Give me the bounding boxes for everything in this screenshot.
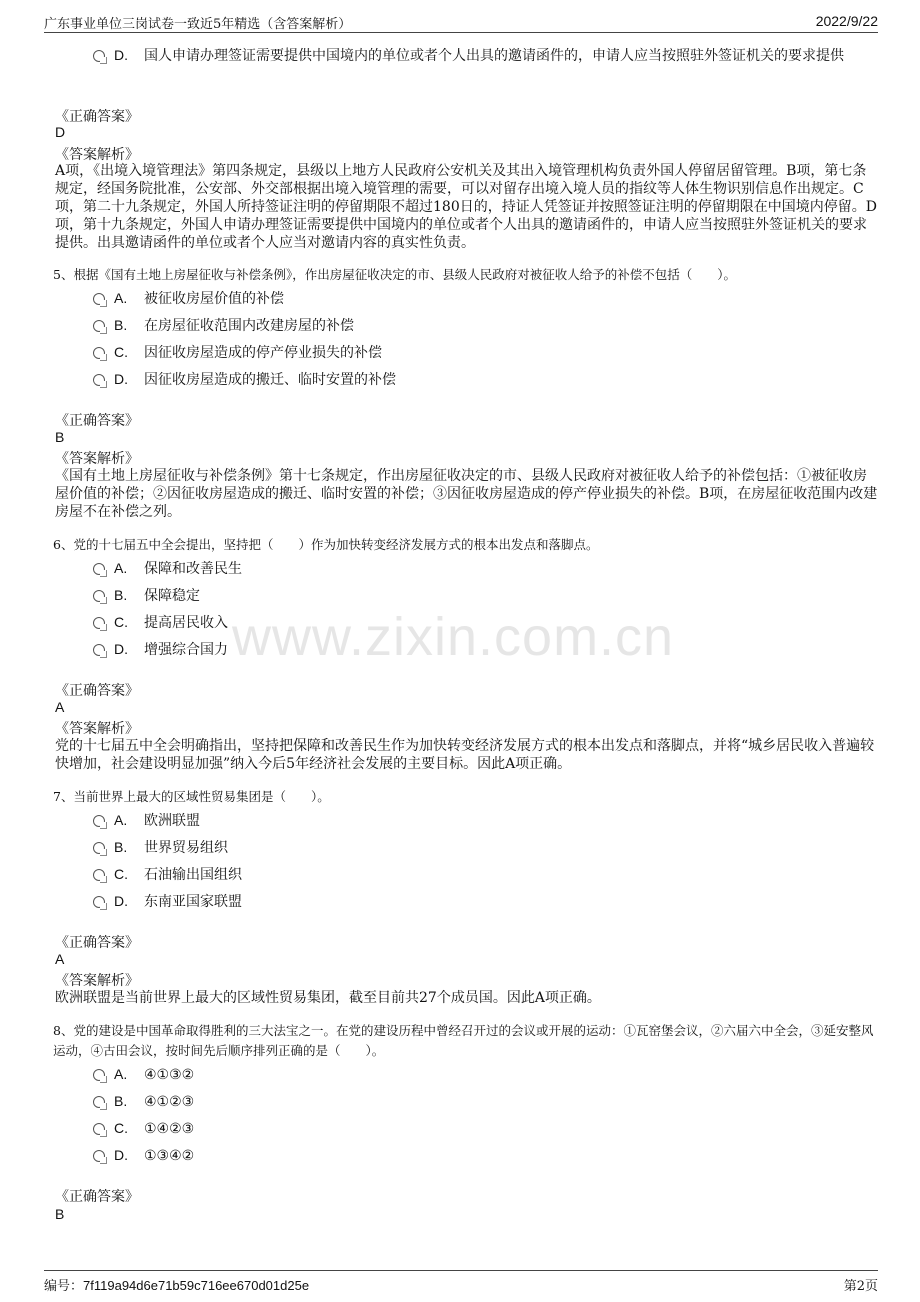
document-date: 2022/9/22 [815, 13, 878, 29]
radio-icon[interactable] [93, 1150, 105, 1162]
q4-answer-label: 《正确答案》 [55, 109, 139, 125]
q5-explanation: 《国有土地上房屋征收与补偿条例》第十七条规定，作出房屋征收决定的市、县级人民政府对被征收人给予的补偿包括：①被征收房屋价值的补偿；②因征收房屋造成的搬迁、临时安置的补偿；③因征收房屋造成的停产停业损失的补偿。B项，在房屋征收范围内改建房屋不在补偿之列。 [55, 468, 878, 520]
radio-icon[interactable] [93, 644, 105, 656]
q8-answer: B [55, 1206, 65, 1222]
radio-icon[interactable] [93, 374, 105, 386]
page-header [44, 10, 878, 33]
radio-icon[interactable] [93, 896, 105, 908]
q6-answer-label: 《正确答案》 [55, 683, 139, 699]
watermark: www.zixin.com.cn [232, 607, 675, 667]
q6-option-d[interactable]: D. 增强综合国力 [93, 639, 228, 659]
q7-option-c[interactable]: C. 石油输出国组织 [93, 864, 242, 884]
q6-option-a[interactable]: A. 保障和改善民生 [93, 558, 242, 578]
radio-icon[interactable] [93, 590, 105, 602]
q5-question: 5、根据《国有土地上房屋征收与补偿条例》，作出房屋征收决定的市、县级人民政府对被征收人给予的补偿不包括（ ）。 [53, 267, 736, 282]
radio-icon[interactable] [93, 320, 105, 332]
document-code: 编号：7f119a94d6e71b59c716ee670d01d25e [44, 1278, 310, 1294]
radio-icon[interactable] [93, 1069, 105, 1081]
radio-icon[interactable] [93, 842, 105, 854]
radio-icon[interactable] [93, 293, 105, 305]
radio-icon[interactable] [93, 1096, 105, 1108]
q4-explain-label: 《答案解析》 [55, 147, 139, 163]
q6-explain-label: 《答案解析》 [55, 721, 139, 737]
q6-answer: A [55, 699, 65, 715]
q6-question: 6、党的十七届五中全会提出，坚持把（ ）作为加快转变经济发展方式的根本出发点和落脚点。 [53, 537, 599, 552]
q7-answer-label: 《正确答案》 [55, 935, 139, 951]
radio-icon[interactable] [93, 815, 105, 827]
radio-icon[interactable] [93, 1123, 105, 1135]
q5-option-a[interactable]: A. 被征收房屋价值的补偿 [93, 288, 284, 308]
q8-option-b[interactable]: B. ④①②③ [93, 1091, 194, 1111]
q5-answer: B [55, 429, 65, 445]
q5-option-b[interactable]: B. 在房屋征收范围内改建房屋的补偿 [93, 315, 354, 335]
q8-option-d[interactable]: D. ①③④② [93, 1145, 194, 1165]
q6-option-c[interactable]: C. 提高居民收入 [93, 612, 228, 632]
page-footer [44, 1270, 878, 1297]
q6-explanation: 党的十七届五中全会明确指出，坚持把保障和改善民生作为加快转变经济发展方式的根本出发点和落脚点，并将“城乡居民收入普遍较快增加，社会建设明显加强”纳入今后5年经济社会发展的主要目标。因此A项正确。 [55, 738, 875, 772]
q4-option-d[interactable]: D. 国人申请办理签证需要提供中国境内的单位或者个人出具的邀请函件的，申请人应当按照驻外签证机关的要求提供 [93, 45, 873, 66]
q8-answer-label: 《正确答案》 [55, 1189, 139, 1205]
q6-option-b[interactable]: B. 保障稳定 [93, 585, 200, 605]
q8-option-c[interactable]: C. ①④②③ [93, 1118, 194, 1138]
q4-explanation: A项，《出境入境管理法》第四条规定，县级以上地方人民政府公安机关及其出入境管理机构负责外国人停留居留管理。B项，第七条规定，经国务院批准，公安部、外交部根据出境入境管理的需要，可以对留存出境入境人员的指纹等人体生物识别信息作出规定。C项，第二十九条规定，外国人所持签证注明的停留期限不超过180日的，持证人凭签证并按照签证注明的停留期限在中国境内停留。D项，第十九条规定，外国人申请办理签证需要提供中国境内的单位或者个人出具的邀请函件的，申请人应当按照驻外签证机关的要求提供。出具邀请函件的单位或者个人应当对邀请内容的真实性负责。 [55, 163, 877, 251]
q5-option-d[interactable]: D. 因征收房屋造成的搬迁、临时安置的补偿 [93, 369, 396, 389]
q7-option-d[interactable]: D. 东南亚国家联盟 [93, 891, 242, 911]
q7-explain-label: 《答案解析》 [55, 973, 139, 989]
q8-option-a[interactable]: A. ④①③② [93, 1064, 194, 1084]
q8-question: 8、党的建设是中国革命取得胜利的三大法宝之一。在党的建设历程中曾经召开过的会议或开展的运动：①瓦窑堡会议，②六届六中全会，③延安整风运动，④古田会议，按时间先后顺序排列正确的是（ ）。 [53, 1023, 874, 1058]
q7-option-b[interactable]: B. 世界贸易组织 [93, 837, 228, 857]
q5-explain-label: 《答案解析》 [55, 451, 139, 467]
q5-answer-label: 《正确答案》 [55, 413, 139, 429]
radio-icon[interactable] [93, 347, 105, 359]
document-title: 广东事业单位三岗试卷一致近5年精选（含答案解析） [44, 17, 352, 32]
radio-icon[interactable] [93, 50, 105, 62]
q4-answer: D [55, 124, 66, 140]
q7-option-a[interactable]: A. 欧洲联盟 [93, 810, 200, 830]
q7-explanation: 欧洲联盟是当前世界上最大的区域性贸易集团，截至目前共27个成员国。因此A项正确。 [55, 990, 601, 1006]
radio-icon[interactable] [93, 617, 105, 629]
q5-option-c[interactable]: C. 因征收房屋造成的停产停业损失的补偿 [93, 342, 382, 362]
radio-icon[interactable] [93, 563, 105, 575]
q7-question: 7、当前世界上最大的区域性贸易集团是（ ）。 [53, 789, 330, 804]
q7-answer: A [55, 951, 65, 967]
page-number: 第2页 [843, 1279, 878, 1294]
radio-icon[interactable] [93, 869, 105, 881]
